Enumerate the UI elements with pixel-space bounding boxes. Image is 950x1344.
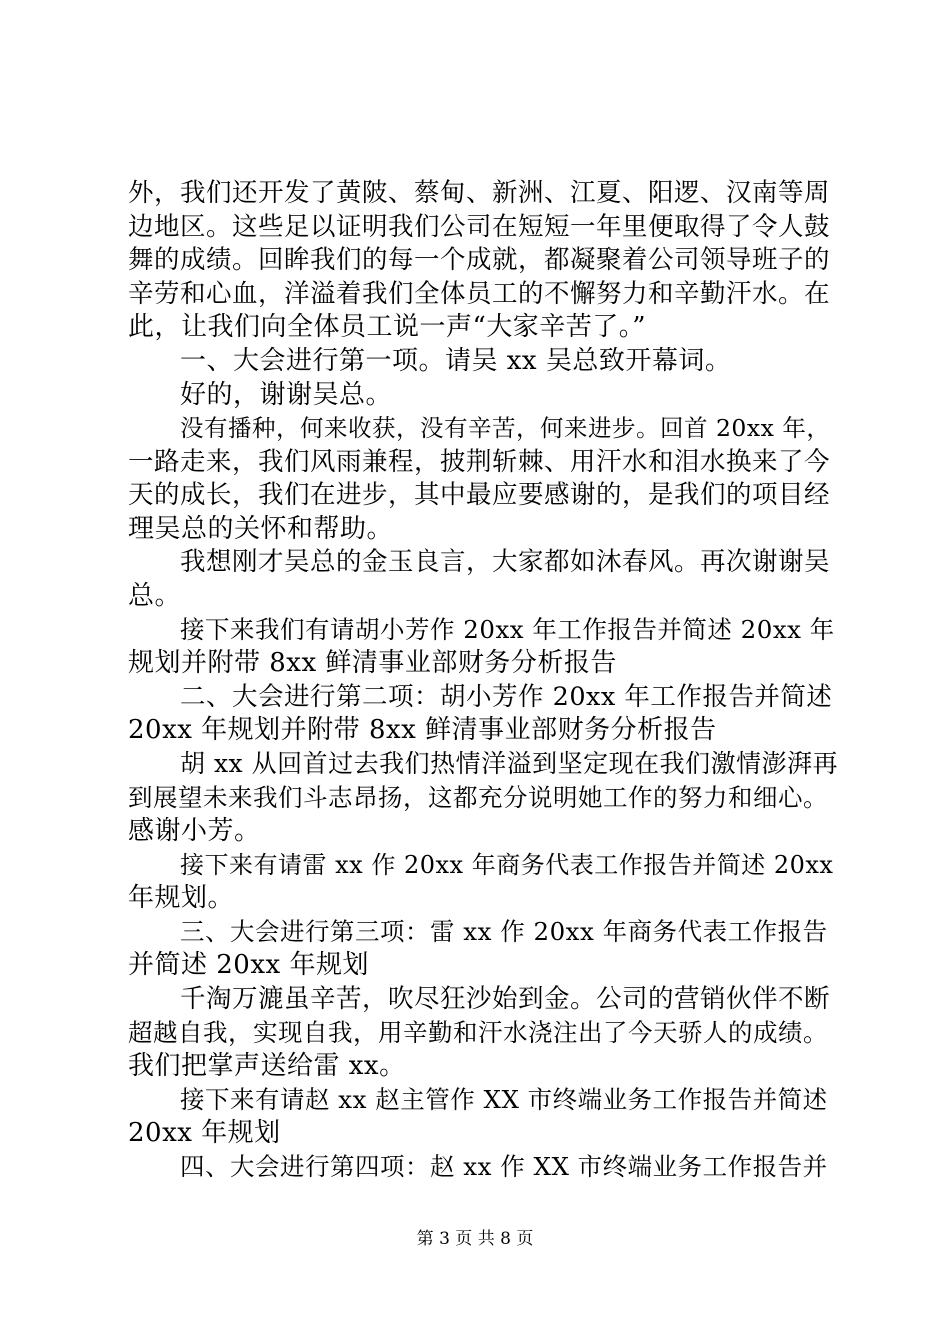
text-line: 四、大会进行第四项：赵 xx 作 XX 市终端业务工作报告并 <box>180 1152 828 1181</box>
text-line: 理吴总的关怀和帮助。 <box>128 514 394 544</box>
text-line: 舞的成绩。回眸我们的每一个成就，都凝聚着公司领导班子的 <box>128 245 831 275</box>
text-line: 胡 xx 从回首过去我们热情洋溢到坚定现在我们激情澎湃再 <box>180 749 839 778</box>
text-line: 超越自我，实现自我，用辛勤和汗水浇注出了今天骄人的成绩。 <box>128 1018 828 1047</box>
text-line: 到展望未来我们斗志昂扬，这都充分说明她工作的努力和细心。 <box>128 783 828 812</box>
text-line: 好的，谢谢吴总。 <box>180 380 393 410</box>
text-line: 二、大会进行第二项：胡小芳作 20xx 年工作报告并简述 <box>180 682 833 712</box>
text-line: 一、大会进行第一项。请吴 xx 吴总致开幕词。 <box>180 346 732 376</box>
text-line: 接下来我们有请胡小芳作 20xx 年工作报告并简述 20xx 年 <box>180 615 835 644</box>
text-line: 20xx 年规划 <box>128 1118 281 1148</box>
text-line: 辛劳和心血，洋溢着我们全体员工的不懈努力和辛勤汗水。在 <box>128 279 831 309</box>
text-line: 外，我们还开发了黄陂、蔡甸、新洲、江夏、阳逻、汉南等周 <box>128 178 831 208</box>
text-line: 我想刚才吴总的金玉良言，大家都如沐春风。再次谢谢吴 <box>180 547 831 577</box>
text-line: 并简述 20xx 年规划 <box>128 950 369 980</box>
text-line: 总。 <box>128 581 182 611</box>
text-line: 规划并附带 8xx 鲜清事业部财务分析报告 <box>128 648 617 678</box>
text-line: 此，让我们向全体员工说一声“大家辛苦了。” <box>128 312 647 342</box>
text-line: 边地区。这些足以证明我们公司在短短一年里便取得了令人鼓 <box>128 212 831 242</box>
page-number-footer: 第 3 页 共 8 页 <box>416 1229 534 1249</box>
text-line: 三、大会进行第三项：雷 xx 作 20xx 年商务代表工作报告 <box>180 917 828 946</box>
text-line: 一路走来，我们风雨兼程，披荆斩棘、用汗水和泪水换来了今 <box>128 447 831 477</box>
text-line: 20xx 年规划并附带 8xx 鲜清事业部财务分析报告 <box>128 715 717 745</box>
text-line: 接下来有请雷 xx 作 20xx 年商务代表工作报告并简述 20xx <box>180 851 834 879</box>
text-line: 千淘万漉虽辛苦，吹尽狂沙始到金。公司的营销伙伴不断 <box>180 984 831 1014</box>
text-line: 我们把掌声送给雷 xx。 <box>128 1051 406 1081</box>
text-line: 没有播种，何来收获，没有辛苦，何来进步。回首 20xx 年， <box>180 414 831 442</box>
text-line: 年规划。 <box>128 883 235 913</box>
text-line: 感谢小芳。 <box>128 816 261 846</box>
text-line: 天的成长，我们在进步，其中最应要感谢的，是我们的项目经 <box>128 480 831 510</box>
text-line: 接下来有请赵 xx 赵主管作 XX 市终端业务工作报告并简述 <box>180 1085 828 1114</box>
